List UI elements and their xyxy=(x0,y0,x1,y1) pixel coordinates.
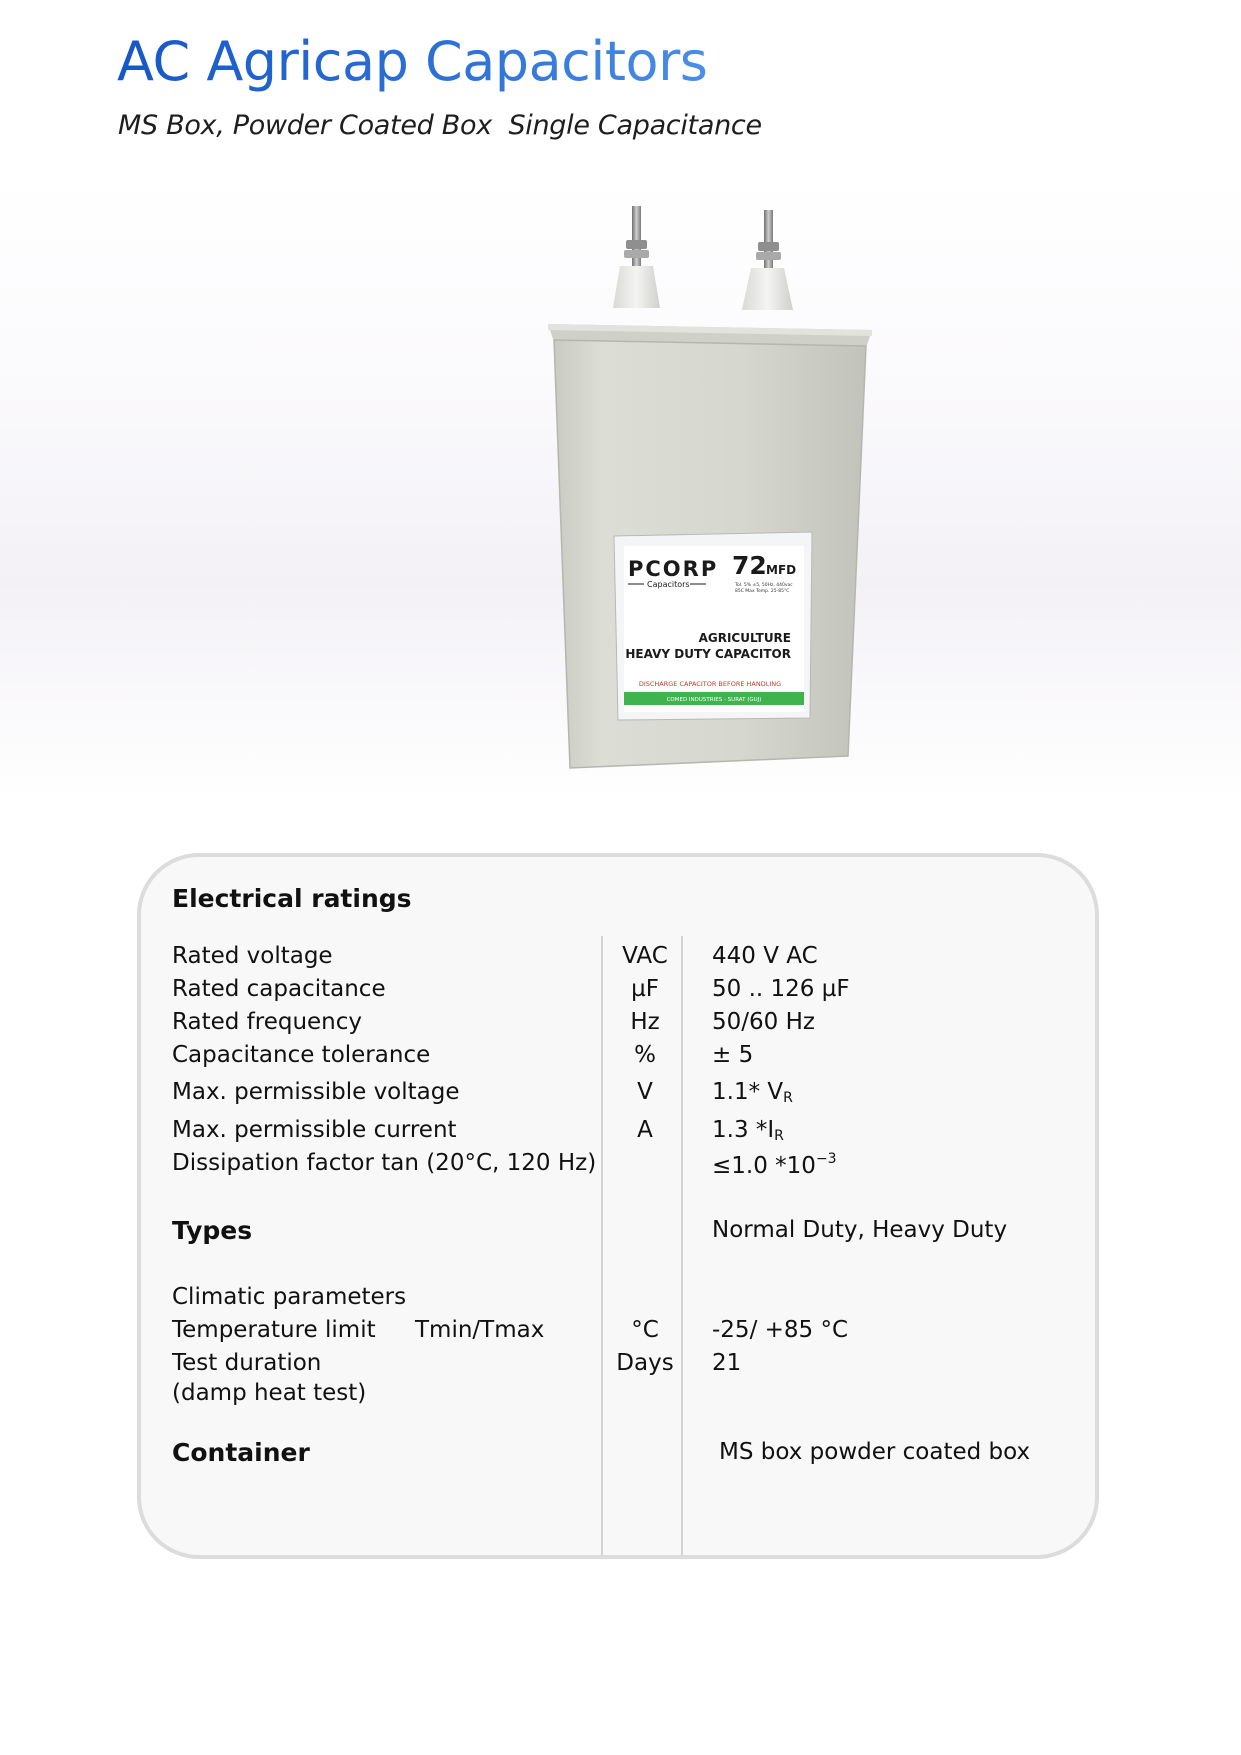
spec-unit: VAC xyxy=(622,943,668,969)
test-duration-value: 21 xyxy=(712,1350,742,1376)
types-heading: Types xyxy=(172,1216,253,1245)
terminal-right xyxy=(742,210,793,310)
spec-label: Capacitance tolerance xyxy=(172,1042,431,1068)
spec-label: Max. permissible current xyxy=(172,1117,457,1143)
label-capacitance-unit: MFD xyxy=(766,563,797,577)
climatic-heading: Climatic parameters xyxy=(172,1284,407,1310)
spec-value: ± 5 xyxy=(712,1042,754,1068)
types-value: Normal Duty, Heavy Duty xyxy=(712,1217,1008,1243)
spec-unit: µF xyxy=(631,976,659,1002)
terminal-left xyxy=(613,206,660,308)
capacitor-product-image xyxy=(540,200,980,790)
spec-value: 440 V AC xyxy=(712,943,818,969)
page-title: AC Agricap Capacitors xyxy=(117,30,708,93)
spec-unit: V xyxy=(637,1079,653,1105)
label-warning: DISCHARGE CAPACITOR BEFORE HANDLING xyxy=(638,680,782,688)
spec-label: Max. permissible voltage xyxy=(172,1079,460,1105)
page-subtitle: MS Box, Powder Coated Box Single Capacitance xyxy=(118,110,762,141)
label-line-1: AGRICULTURE xyxy=(698,631,791,645)
test-duration-unit: Days xyxy=(616,1350,674,1376)
container-heading: Container xyxy=(172,1438,310,1467)
temperature-value: -25/ +85 °C xyxy=(712,1317,849,1343)
temperature-label: Temperature limit xyxy=(172,1317,376,1343)
test-duration-label: Test duration xyxy=(172,1350,322,1376)
label-fine-print-1: Tol. 5% ±5, 50Hz, 440vac xyxy=(735,583,793,588)
column-divider-1 xyxy=(601,936,603,1556)
label-fine-print-2: 85C Max Temp. 25-85°C xyxy=(735,589,790,594)
spec-label: Dissipation factor tan (20°C, 120 Hz) xyxy=(172,1150,597,1176)
spec-value: 50 .. 126 µF xyxy=(712,976,850,1002)
spec-value: 1.1* $V_R$ xyxy=(712,1079,793,1106)
label-line-2: HEAVY DUTY CAPACITOR xyxy=(625,647,791,661)
label-brand: PCORP xyxy=(628,557,719,581)
spec-label: Rated capacitance xyxy=(172,976,386,1002)
label-maker: COMED INDUSTRIES - SURAT (GUJ) xyxy=(666,697,762,703)
electrical-ratings-heading: Electrical ratings xyxy=(172,884,412,913)
temperature-unit: °C xyxy=(631,1317,659,1343)
temperature-sub-label: Tmin/Tmax xyxy=(415,1317,545,1343)
spec-unit: Hz xyxy=(630,1009,660,1035)
spec-label: Rated frequency xyxy=(172,1009,363,1035)
test-duration-label-2: (damp heat test) xyxy=(172,1380,367,1406)
spec-value: 1.3 $*I_R$ xyxy=(712,1117,784,1144)
product-label xyxy=(614,532,812,720)
spec-value: ≤1.0 $*10^{-3}$ xyxy=(712,1151,837,1179)
label-capacitance: 72 xyxy=(732,551,767,580)
spec-unit: % xyxy=(634,1042,656,1068)
spec-label: Rated voltage xyxy=(172,943,333,969)
spec-unit: A xyxy=(637,1117,653,1143)
container-value: MS box powder coated box xyxy=(719,1439,1031,1465)
label-brand-sub: Capacitors xyxy=(647,580,690,589)
spec-value: 50/60 Hz xyxy=(712,1009,815,1035)
